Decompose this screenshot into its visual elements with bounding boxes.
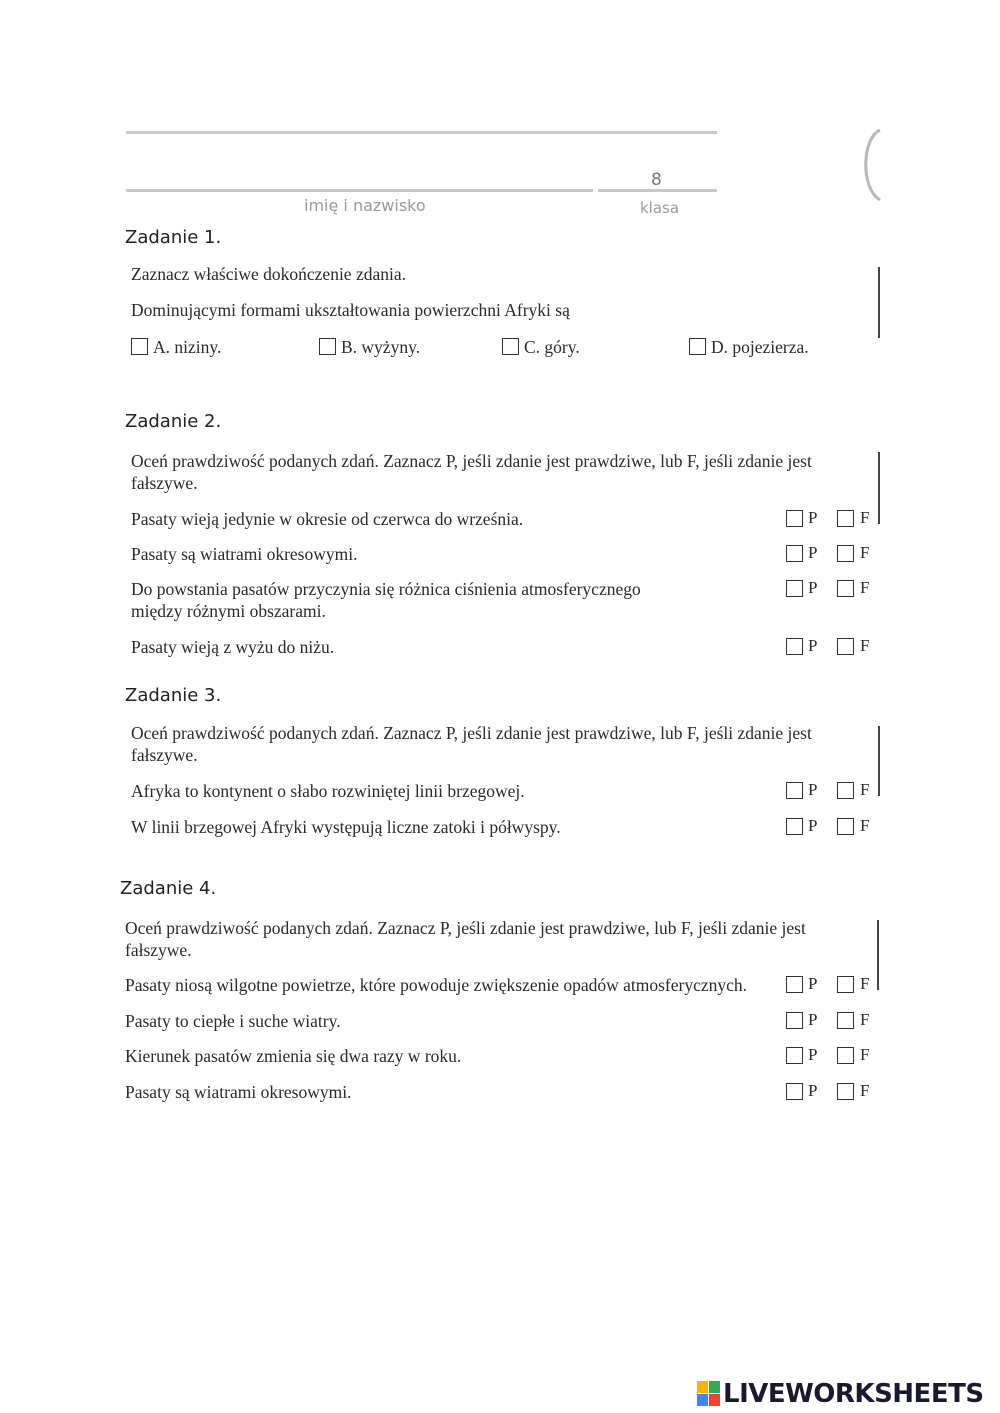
task3-instruction-line1: Oceń prawdziwość podanych zdań. Zaznacz P, jeśli zdanie jest prawdziwe, lub F, jeśli zdanie jest xyxy=(131,723,812,743)
task2-title: Zadanie 2. xyxy=(125,411,222,432)
task4-s2-f-label: F xyxy=(860,1010,870,1029)
class-value: 8 xyxy=(651,170,662,190)
task3-s1-f-label: F xyxy=(860,780,870,799)
task2-s2-f-checkbox[interactable] xyxy=(837,545,854,562)
task3-margin-bar xyxy=(878,726,880,796)
option-c-checkbox[interactable] xyxy=(502,338,519,355)
name-field-line[interactable] xyxy=(126,189,593,192)
task2-statement-3-line1: Do powstania pasatów przyczynia się różnica ciśnienia atmosferycznego xyxy=(131,579,641,599)
task2-margin-bar xyxy=(878,452,880,524)
task4-statement-2: Pasaty to ciepłe i suche wiatry. xyxy=(125,1011,341,1031)
task4-title: Zadanie 4. xyxy=(120,878,217,899)
task4-instruction-line1: Oceń prawdziwość podanych zdań. Zaznacz P, jeśli zdanie jest prawdziwe, lub F, jeśli zdanie jest xyxy=(125,918,806,938)
task4-s2-p-label: P xyxy=(808,1010,818,1029)
option-a-label: A. niziny. xyxy=(153,337,222,357)
task4-s1-p-label: P xyxy=(808,974,818,993)
task4-statement-4: Pasaty są wiatrami okresowymi. xyxy=(125,1082,352,1102)
task3-s2-p-label: P xyxy=(808,816,818,835)
task2-s2-f-label: F xyxy=(860,543,870,562)
task2-s4-f-label: F xyxy=(860,636,870,655)
option-d-label: D. pojezierza. xyxy=(711,337,809,357)
task4-statement-3: Kierunek pasatów zmienia się dwa razy w roku. xyxy=(125,1046,462,1066)
task4-s3-p-label: P xyxy=(808,1045,818,1064)
option-c-label: C. góry. xyxy=(524,337,580,357)
task2-s1-p-checkbox[interactable] xyxy=(786,510,803,527)
liveworksheets-logo[interactable] xyxy=(697,1379,984,1409)
task2-s4-f-checkbox[interactable] xyxy=(837,638,854,655)
task2-statement-1: Pasaty wieją jedynie w okresie od czerwca do września. xyxy=(131,509,524,529)
task2-s4-p-checkbox[interactable] xyxy=(786,638,803,655)
task4-s4-p-checkbox[interactable] xyxy=(786,1083,803,1100)
task2-s2-p-checkbox[interactable] xyxy=(786,545,803,562)
task3-title: Zadanie 3. xyxy=(125,685,222,706)
task4-s4-f-checkbox[interactable] xyxy=(837,1083,854,1100)
task3-statement-1: Afryka to kontynent o słabo rozwiniętej linii brzegowej. xyxy=(131,781,525,801)
task4-s4-f-label: F xyxy=(860,1081,870,1100)
task4-s4-p-label: P xyxy=(808,1081,818,1100)
task4-s1-f-label: F xyxy=(860,974,870,993)
task4-s1-p-checkbox[interactable] xyxy=(786,976,803,993)
option-d-checkbox[interactable] xyxy=(689,338,706,355)
task2-s4-p-label: P xyxy=(808,636,818,655)
task4-instruction-line2: fałszywe. xyxy=(125,940,192,960)
option-b-label: B. wyżyny. xyxy=(341,337,421,357)
liveworksheets-brand-text: LIVEWORKSHEETS xyxy=(723,1379,984,1409)
task4-s1-f-checkbox[interactable] xyxy=(837,976,854,993)
task2-s1-p-label: P xyxy=(808,508,818,527)
task1-stem: Dominującymi formami ukształtowania powierzchni Afryki są xyxy=(131,300,570,320)
task2-statement-3-line2: między różnymi obszarami. xyxy=(131,601,326,621)
task2-instruction-line2: fałszywe. xyxy=(131,473,198,493)
task3-s1-f-checkbox[interactable] xyxy=(837,782,854,799)
task2-s3-p-checkbox[interactable] xyxy=(786,580,803,597)
task3-s2-f-label: F xyxy=(860,816,870,835)
task1-title: Zadanie 1. xyxy=(125,227,222,248)
task2-s2-p-label: P xyxy=(808,543,818,562)
liveworksheets-blocks-icon xyxy=(697,1381,721,1407)
task4-s2-f-checkbox[interactable] xyxy=(837,1012,854,1029)
corner-arc-decoration xyxy=(860,128,882,202)
task2-statement-2: Pasaty są wiatrami okresowymi. xyxy=(131,544,358,564)
task2-s3-f-label: F xyxy=(860,578,870,597)
task3-s1-p-checkbox[interactable] xyxy=(786,782,803,799)
name-caption: imię i nazwisko xyxy=(304,196,426,215)
task2-s3-f-checkbox[interactable] xyxy=(837,580,854,597)
option-b-checkbox[interactable] xyxy=(319,338,336,355)
task4-statement-1: Pasaty niosą wilgotne powietrze, które powoduje zwiększenie opadów atmosferycznych. xyxy=(125,975,748,995)
task3-s2-p-checkbox[interactable] xyxy=(786,818,803,835)
task3-statement-2: W linii brzegowej Afryki występują liczne zatoki i półwyspy. xyxy=(131,817,561,837)
header-top-rule xyxy=(126,131,717,134)
task2-statement-4: Pasaty wieją z wyżu do niżu. xyxy=(131,637,335,657)
task4-s3-p-checkbox[interactable] xyxy=(786,1047,803,1064)
task4-s2-p-checkbox[interactable] xyxy=(786,1012,803,1029)
task4-s3-f-checkbox[interactable] xyxy=(837,1047,854,1064)
task3-instruction-line2: fałszywe. xyxy=(131,745,198,765)
class-caption: klasa xyxy=(640,199,680,217)
task4-s3-f-label: F xyxy=(860,1045,870,1064)
task2-instruction-line1: Oceń prawdziwość podanych zdań. Zaznacz P, jeśli zdanie jest prawdziwe, lub F, jeśli zdanie jest xyxy=(131,451,812,471)
task3-s1-p-label: P xyxy=(808,780,818,799)
task1-instruction: Zaznacz właściwe dokończenie zdania. xyxy=(131,264,406,284)
task1-margin-bar xyxy=(878,267,880,338)
task3-s2-f-checkbox[interactable] xyxy=(837,818,854,835)
option-a-checkbox[interactable] xyxy=(131,338,148,355)
task2-s3-p-label: P xyxy=(808,578,818,597)
task2-s1-f-label: F xyxy=(860,508,870,527)
task4-margin-bar xyxy=(877,920,879,990)
task2-s1-f-checkbox[interactable] xyxy=(837,510,854,527)
